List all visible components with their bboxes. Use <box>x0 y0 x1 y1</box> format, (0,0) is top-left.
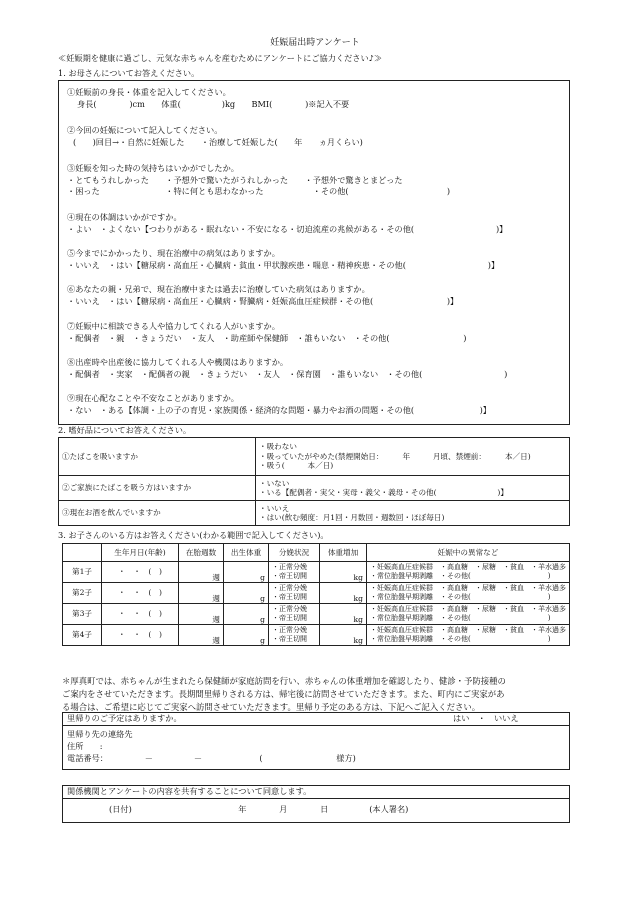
children-table <box>62 543 570 646</box>
family-smoking-question: ②ご家族にたばこを吸う方はいますか <box>59 476 256 501</box>
child-weight-field[interactable]: g <box>224 583 269 604</box>
satogaeri-answer[interactable]: はい ・ いいえ <box>453 713 519 723</box>
child-birth-field[interactable]: ・ ・ ( ) <box>102 562 179 583</box>
q6-label: ⑥あなたの親・兄弟で、現在治療中または過去に治療していた病気はありますか。 <box>67 284 370 294</box>
alcohol-row <box>59 501 570 526</box>
child-abnormal-field-line-1[interactable]: ・妊娠高血圧症候群 ・高血糖 ・尿糖 ・貧血 ・羊水過多 <box>370 626 566 635</box>
child-abnormal-field-line-1[interactable]: ・妊娠高血圧症候群 ・高血糖 ・尿糖 ・貧血 ・羊水過多 <box>370 605 566 614</box>
child-birth-field[interactable]: ・ ・ ( ) <box>102 583 179 604</box>
section1-heading: 1. お母さんについてお答えください。 <box>58 68 200 78</box>
q8-label: ⑧出産時や出産後に協力してくれる人や機関はありますか。 <box>67 357 289 367</box>
child-abnormal-field-line-1[interactable]: ・妊娠高血圧症候群 ・高血糖 ・尿糖 ・貧血 ・羊水過多 <box>370 584 566 593</box>
child-label: 第3子 <box>63 604 102 625</box>
q3-options-2[interactable]: ・困った ・特に何とも思わなかった ・その他( ) <box>67 186 451 196</box>
child-row <box>63 583 570 604</box>
header-abnormal: 妊娠中の異常など <box>367 544 570 562</box>
q1-label: ①妊娠前の身長・体重を記入してください。 <box>67 87 231 97</box>
child-weeks-field[interactable]: 週 <box>179 625 224 646</box>
q1-answer[interactable]: 身長( )cm 体重( )kg BMI( )※記入不要 <box>77 99 350 109</box>
q8-options[interactable]: ・配偶者 ・実家 ・配偶者の親 ・きょうだい ・友人 ・保育園 ・誰もいない ・その他( ) <box>67 369 508 379</box>
satogaeri-phone[interactable]: 電話番号： － － ( 様方) <box>67 753 356 763</box>
consent-text: 関係機関とアンケートの内容を共有することについて同意します。 <box>67 786 312 796</box>
q4-label: ④現在の体調はいかがですか。 <box>67 212 182 222</box>
child-delivery-field[interactable] <box>269 562 320 583</box>
habits-table <box>58 437 570 526</box>
child-abnormal-field-line-2[interactable]: ・常位胎盤早期剥離 ・その他( ) <box>370 593 551 601</box>
smoking-opt-1[interactable]: ・吸わない <box>259 442 297 452</box>
child-gain-field[interactable]: kg <box>320 562 367 583</box>
child-label: 第2子 <box>63 583 102 604</box>
header-delivery: 分娩状況 <box>269 544 320 562</box>
child-abnormal-field[interactable] <box>367 583 570 604</box>
child-abnormal-field-line-1[interactable]: ・妊娠高血圧症候群 ・高血糖 ・尿糖 ・貧血 ・羊水過多 <box>370 563 566 572</box>
child-abnormal-field-line-2[interactable]: ・常位胎盤早期剥離 ・その他( ) <box>370 614 551 622</box>
header-gain: 体重増加 <box>320 544 367 562</box>
family-smoking-opt-2[interactable]: ・いる【配偶者・実父・実母・義父・義母・その他( )】 <box>259 488 508 497</box>
family-smoking-row <box>59 476 570 501</box>
child-delivery-field-line-2[interactable]: ・帝王切開 <box>272 572 307 580</box>
q5-label: ⑤今までにかかったり、現在治療中の病気はありますか。 <box>67 248 280 258</box>
alcohol-question: ③現在お酒を飲んでいますか <box>59 501 256 526</box>
section1-box <box>58 80 570 425</box>
child-delivery-field[interactable] <box>269 604 320 625</box>
header-birth: 生年月日(年齢) <box>102 544 179 562</box>
q3-label: ③妊娠を知った時の気持ちはいかがでしたか。 <box>67 163 239 173</box>
q4-options[interactable]: ・よい ・よくない【つわりがある・眠れない・不安になる・切迫流産の兆候がある・その他( )】 <box>67 224 508 234</box>
q9-label: ⑨現在心配なことや不安なことがありますか。 <box>67 393 239 403</box>
smoking-question: ①たばこを吸いますか <box>59 438 256 476</box>
q9-options[interactable]: ・ない ・ある【体調・上の子の育児・家族関係・経済的な問題・暴力やお酒の問題・その他( )】 <box>67 405 491 415</box>
section3-heading: 3. お子さんのいる方はお答えください(わかる範囲で記入してください)。 <box>58 530 329 540</box>
child-delivery-field[interactable] <box>269 583 320 604</box>
smoking-answers[interactable] <box>256 438 570 476</box>
child-delivery-field-line-1[interactable]: ・正常分娩 <box>272 605 307 614</box>
child-delivery-field-line-2[interactable]: ・帝王切開 <box>272 614 307 622</box>
alcohol-opt-1[interactable]: ・いいえ <box>259 503 290 513</box>
child-birth-field[interactable]: ・ ・ ( ) <box>102 625 179 646</box>
notice-line-3: る場合は、ご希望に応じてご実家へ訪問させていただきます。里帰り予定のある方は、下記へご記入ください。 <box>62 702 481 712</box>
child-gain-field[interactable]: kg <box>320 583 367 604</box>
child-delivery-field-line-2[interactable]: ・帝王切開 <box>272 635 307 643</box>
family-smoking-opt-1[interactable]: ・いない <box>259 478 290 488</box>
q2-answer[interactable]: ( )回目→・自然に妊娠した ・治療して妊娠した( 年 ヵ月くらい) <box>73 137 363 147</box>
child-row <box>63 562 570 583</box>
consent-signature-line[interactable]: (日付) 年 月 日 (本人署名) <box>109 804 409 814</box>
child-abnormal-field-line-2[interactable]: ・常位胎盤早期剥離 ・その他( ) <box>370 572 551 580</box>
header-weight: 出生体重 <box>224 544 269 562</box>
consent-box <box>62 785 570 823</box>
q5-options[interactable]: ・いいえ ・はい【糖尿病・高血圧・心臓病・貧血・甲状腺疾患・喘息・精神疾患・その他( )】 <box>67 260 500 270</box>
satogaeri-question-row <box>63 713 569 726</box>
smoking-opt-3[interactable]: ・吸う( 本／日) <box>259 461 334 471</box>
child-delivery-field-line-1[interactable]: ・正常分娩 <box>272 584 307 593</box>
q7-label: ⑦妊娠中に相談できる人や協力してくれる人がいますか。 <box>67 321 280 331</box>
child-delivery-field-line-2[interactable]: ・帝王切開 <box>272 593 307 601</box>
q3-options-1[interactable]: ・とてもうれしかった ・予想外で驚いたがうれしかった ・予想外で驚きとまどった <box>67 175 403 185</box>
child-label: 第4子 <box>63 625 102 646</box>
child-birth-field[interactable]: ・ ・ ( ) <box>102 604 179 625</box>
page-title: 妊娠届出時アンケート <box>270 38 360 48</box>
child-weight-field[interactable]: g <box>224 562 269 583</box>
child-label: 第1子 <box>63 562 102 583</box>
child-weeks-field[interactable]: 週 <box>179 562 224 583</box>
child-abnormal-field[interactable] <box>367 604 570 625</box>
child-gain-field[interactable]: kg <box>320 604 367 625</box>
header-weeks: 在胎週数 <box>179 544 224 562</box>
child-delivery-field-line-1[interactable]: ・正常分娩 <box>272 626 307 635</box>
smoking-opt-2[interactable]: ・吸っていたがやめた(禁煙開始日： 年 月頃、禁煙前： 本／日) <box>259 451 531 461</box>
child-delivery-field[interactable] <box>269 625 320 646</box>
alcohol-answers[interactable] <box>256 501 570 526</box>
satogaeri-address[interactable]: 住所 : <box>67 741 103 751</box>
child-weight-field[interactable]: g <box>224 604 269 625</box>
child-abnormal-field-line-2[interactable]: ・常位胎盤早期剥離 ・その他( ) <box>370 635 551 643</box>
header-blank <box>63 544 102 562</box>
q2-label: ②今回の妊娠について記入してください。 <box>67 125 223 135</box>
notice-line-1: ＊厚真町では、赤ちゃんが生まれたら保健師が家庭訪問を行い、赤ちゃんの体重増加を確認したり、健診・予防接種の <box>62 676 506 686</box>
q6-options[interactable]: ・いいえ ・はい【糖尿病・高血圧・心臓病・腎臓病・妊娠高血圧症候群・その他( )】 <box>67 296 459 306</box>
child-weeks-field[interactable]: 週 <box>179 604 224 625</box>
consent-header <box>63 786 569 799</box>
satogaeri-question: 里帰りのご予定はありますか。 <box>67 713 182 723</box>
child-abnormal-field[interactable] <box>367 625 570 646</box>
child-gain-field[interactable]: kg <box>320 625 367 646</box>
smoking-row <box>59 438 570 476</box>
satogaeri-box <box>62 712 570 770</box>
child-delivery-field-line-1[interactable]: ・正常分娩 <box>272 563 307 572</box>
child-abnormal-field[interactable] <box>367 562 570 583</box>
child-weight-field[interactable]: g <box>224 625 269 646</box>
children-header-row <box>63 544 570 562</box>
child-row <box>63 625 570 646</box>
section2-heading: 2. 嗜好品についてお答えください。 <box>58 425 192 435</box>
child-row <box>63 604 570 625</box>
child-weeks-field[interactable]: 週 <box>179 583 224 604</box>
satogaeri-contact-label: 里帰り先の連絡先 <box>67 729 133 739</box>
intro-text: ≪妊娠期を健康に過ごし、元気な赤ちゃんを産むためにアンケートにご協力ください♪≫ <box>58 53 383 63</box>
alcohol-opt-2[interactable]: ・はい(飲む頻度：月1回・月数回・週数回・ほぼ毎日) <box>259 513 445 522</box>
q7-options[interactable]: ・配偶者 ・親 ・きょうだい ・友人 ・助産師や保健師 ・誰もいない ・その他( ) <box>67 333 467 343</box>
notice-line-2: ご案内をさせていただきます。長期間里帰りされる方は、帰宅後に訪問させていただきます。また、町内にご実家があ <box>62 689 505 699</box>
family-smoking-answers[interactable] <box>256 476 570 501</box>
